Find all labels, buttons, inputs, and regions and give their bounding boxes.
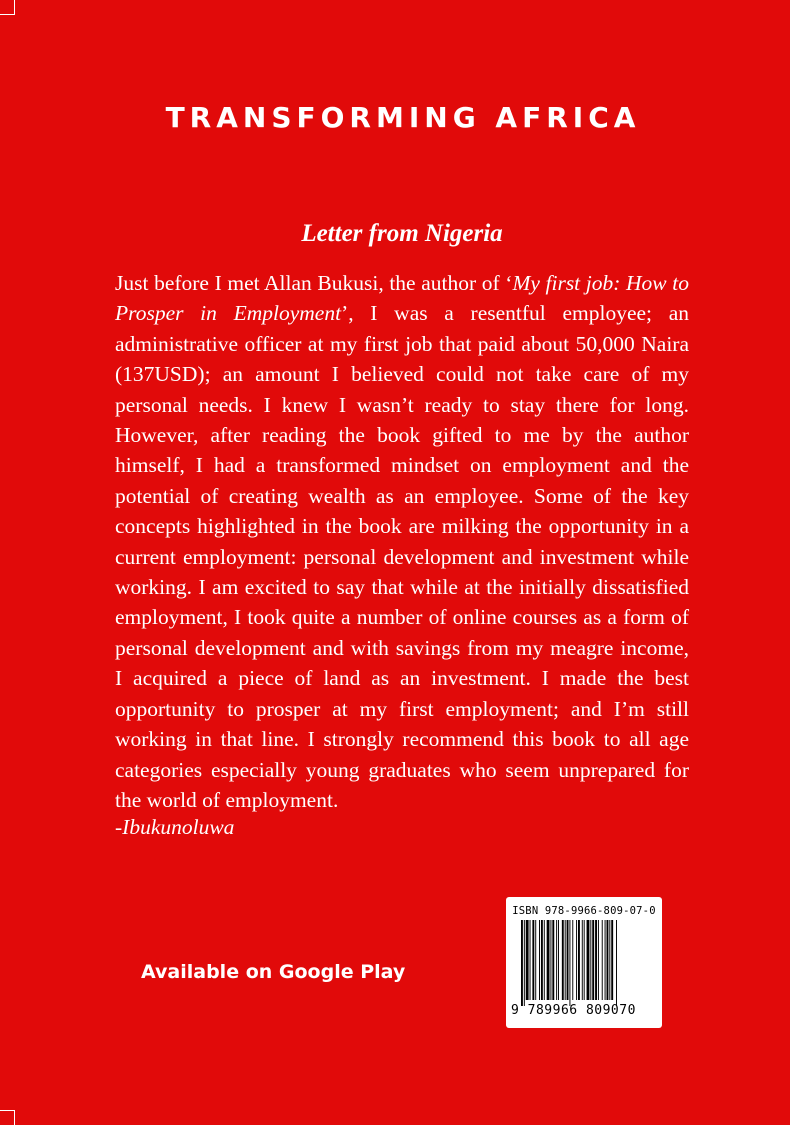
barcode-bar <box>556 920 557 1000</box>
letter-heading: Letter from Nigeria <box>301 220 503 247</box>
crop-mark-top-left <box>0 0 15 15</box>
barcode-bar <box>616 920 617 1006</box>
barcode-bar <box>578 920 580 1000</box>
barcode-bar <box>590 920 591 1000</box>
barcode-bar <box>592 920 594 1000</box>
barcode-bar <box>552 920 554 1000</box>
barcode-bar <box>521 920 523 1006</box>
barcode-bar <box>524 920 525 1006</box>
barcode-bars <box>521 920 647 1006</box>
barcode-bar <box>567 920 569 1000</box>
series-title: TRANSFORMING AFRICA <box>165 101 641 134</box>
availability-notice: Available on Google Play <box>141 961 406 983</box>
barcode-bar <box>530 920 531 1000</box>
barcode-bar <box>544 920 545 1000</box>
barcode-digits: 9 789966 809070 <box>511 1003 636 1018</box>
barcode-bar <box>582 920 583 1000</box>
barcode-bar <box>595 920 597 1000</box>
barcode-bar <box>526 920 529 1000</box>
barcode-bar <box>605 920 606 1000</box>
barcode-bar <box>565 920 566 1000</box>
barcode-bar <box>539 920 540 1000</box>
barcode-bar <box>558 920 559 1000</box>
barcode-bar <box>584 920 585 1000</box>
barcode-bar <box>607 920 609 1000</box>
letter-body <box>115 268 689 815</box>
barcode-bar <box>535 920 536 1000</box>
barcode-bar <box>562 920 564 1000</box>
isbn-label: ISBN 978-9966-809-07-0 <box>512 905 656 917</box>
letter-signature: -Ibukunoluwa <box>115 815 235 839</box>
isbn-barcode <box>506 897 662 1028</box>
book-title-reference: My first job: How to Prosper in Employment <box>115 271 689 326</box>
barcode-bar <box>541 920 543 1000</box>
letter-text-main: ’, I was a resentful employee; an administrative officer at my first job that paid about 50,000 Naira (137USD); an amount I believed could not take care of my personal needs. I knew I wasn’t ready to stay there for long. However, after reading the book gifted to me by the author himself, I had a transformed mindset on employment and the potential of creating wealth as an employee. Some of the key concepts highlighted in the book are milking the opportunity in a current employment: personal development and investment while working. I am excited to say that while at the initially dissatisfied employment, I took quite a number of online courses as a form of personal development and with savings from my meagre income, I acquired a piece of land as an investment. I made the best opportunity to prosper at my first employment; and I’m still working in that line. I strongly recommend this book to all age categories especially young graduates who seem unprepared for the world of employment. <box>115 301 690 812</box>
barcode-bar <box>598 920 599 1000</box>
letter-text-intro: Just before I met Allan Bukusi, the author of ‘ <box>115 271 513 295</box>
barcode-bar <box>572 920 573 1000</box>
barcode-bar <box>576 920 577 1000</box>
barcode-bar <box>602 920 603 1000</box>
barcode-bar <box>547 920 550 1000</box>
barcode-bar <box>609 920 610 1000</box>
barcode-bar <box>532 920 534 1000</box>
crop-mark-bottom-left <box>0 1110 15 1125</box>
barcode-bar <box>569 920 570 1006</box>
barcode-bar <box>611 920 613 1000</box>
barcode-bar <box>587 920 590 1000</box>
barcode-bar <box>550 920 551 1000</box>
